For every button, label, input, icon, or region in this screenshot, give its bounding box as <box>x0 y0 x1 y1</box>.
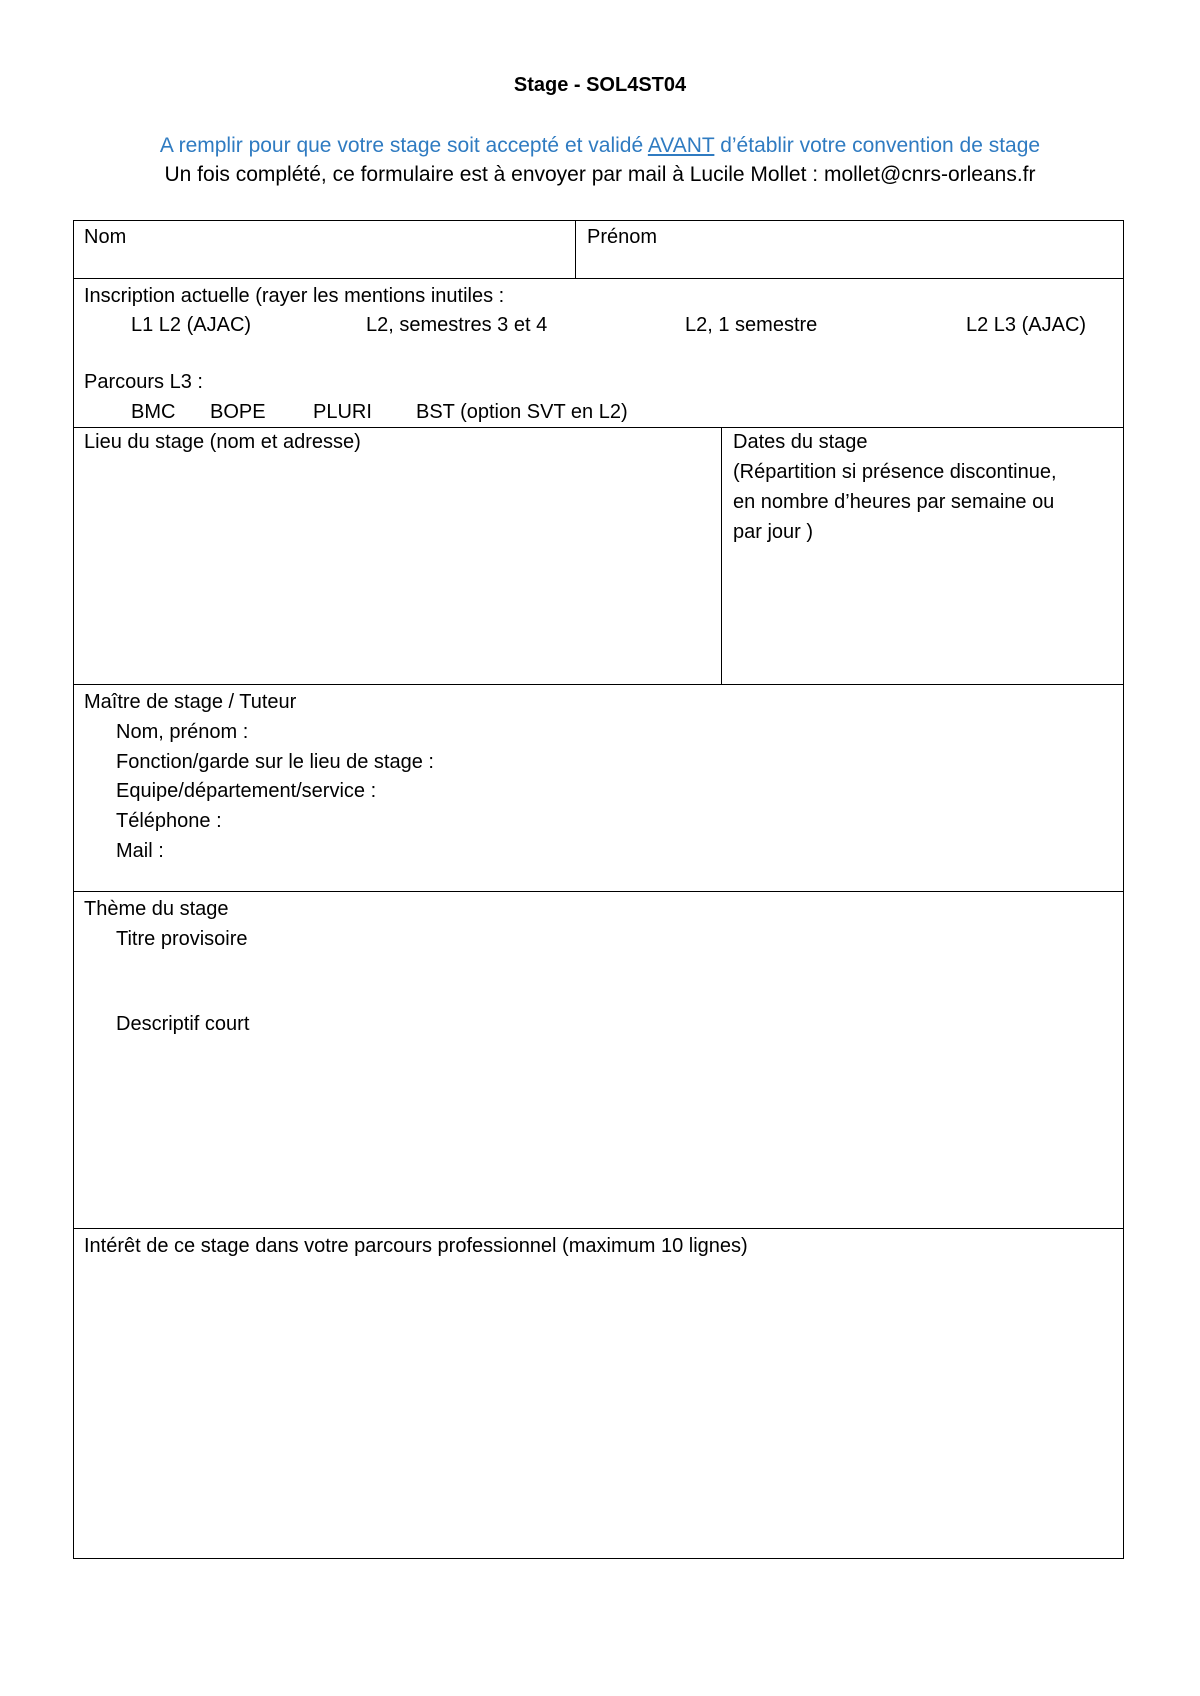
dates-field[interactable]: Dates du stage <box>733 431 868 453</box>
inscription-option-l2l3[interactable]: L2 L3 (AJAC) <box>966 314 1087 336</box>
notice-emphasis: AVANT <box>647 134 715 157</box>
inscription-option-l1l2[interactable]: L1 L2 (AJAC) <box>131 314 252 336</box>
parcours-option-bmc[interactable]: BMC <box>131 401 176 423</box>
notice-part1: A remplir pour que votre stage soit accepté et validé <box>159 134 648 157</box>
form-border-left <box>73 220 74 1559</box>
parcours-option-bst[interactable]: BST (option SVT en L2) <box>416 401 628 423</box>
col-separator <box>575 220 576 278</box>
notice-part2: d’établir votre convention de stage <box>714 134 1041 157</box>
dates-note-line: en nombre d’heures par semaine ou <box>733 491 1055 513</box>
col-separator <box>721 427 722 684</box>
parcours-label: Parcours L3 : <box>84 371 203 393</box>
row-separator <box>73 684 1124 685</box>
inscription-label: Inscription actuelle (rayer les mentions inutiles : <box>84 285 505 307</box>
dates-note-line: par jour ) <box>733 521 814 543</box>
maitre-equipe-field[interactable]: Equipe/département/service : <box>116 780 377 802</box>
interet-field[interactable]: Intérêt de ce stage dans votre parcours professionnel (maximum 10 lignes) <box>84 1235 748 1257</box>
internship-form <box>73 220 1124 1558</box>
maitre-label: Maître de stage / Tuteur <box>84 691 297 713</box>
parcours-option-pluri[interactable]: PLURI <box>313 401 372 423</box>
theme-label: Thème du stage <box>84 898 229 920</box>
maitre-telephone-field[interactable]: Téléphone : <box>116 810 222 832</box>
document-title: Stage - SOL4ST04 <box>513 74 687 96</box>
dates-note-line: (Répartition si présence discontinue, <box>733 461 1057 483</box>
form-border-top <box>73 220 1124 221</box>
maitre-fonction-field[interactable]: Fonction/garde sur le lieu de stage : <box>116 751 434 773</box>
titre-provisoire-field[interactable]: Titre provisoire <box>116 928 248 950</box>
maitre-mail-field[interactable]: Mail : <box>116 840 164 862</box>
descriptif-court-field[interactable]: Descriptif court <box>116 1013 250 1035</box>
prenom-field[interactable]: Prénom <box>587 226 658 248</box>
row-separator <box>73 278 1124 279</box>
parcours-option-bope[interactable]: BOPE <box>210 401 266 423</box>
lieu-field[interactable]: Lieu du stage (nom et adresse) <box>84 431 361 453</box>
instruction-line: Un fois complété, ce formulaire est à envoyer par mail à Lucile Mollet : mollet@cnrs-orleans.fr <box>164 163 1036 186</box>
row-separator <box>73 1228 1124 1229</box>
row-separator <box>73 891 1124 892</box>
inscription-option-l2-s3s4[interactable]: L2, semestres 3 et 4 <box>366 314 548 336</box>
inscription-option-l2-1sem[interactable]: L2, 1 semestre <box>685 314 818 336</box>
form-border-right <box>1123 220 1124 1559</box>
row-separator <box>73 427 1124 428</box>
maitre-nom-field[interactable]: Nom, prénom : <box>116 721 249 743</box>
notice-line <box>0 134 1200 158</box>
form-border-bottom <box>73 1558 1124 1559</box>
nom-field[interactable]: Nom <box>84 226 127 248</box>
